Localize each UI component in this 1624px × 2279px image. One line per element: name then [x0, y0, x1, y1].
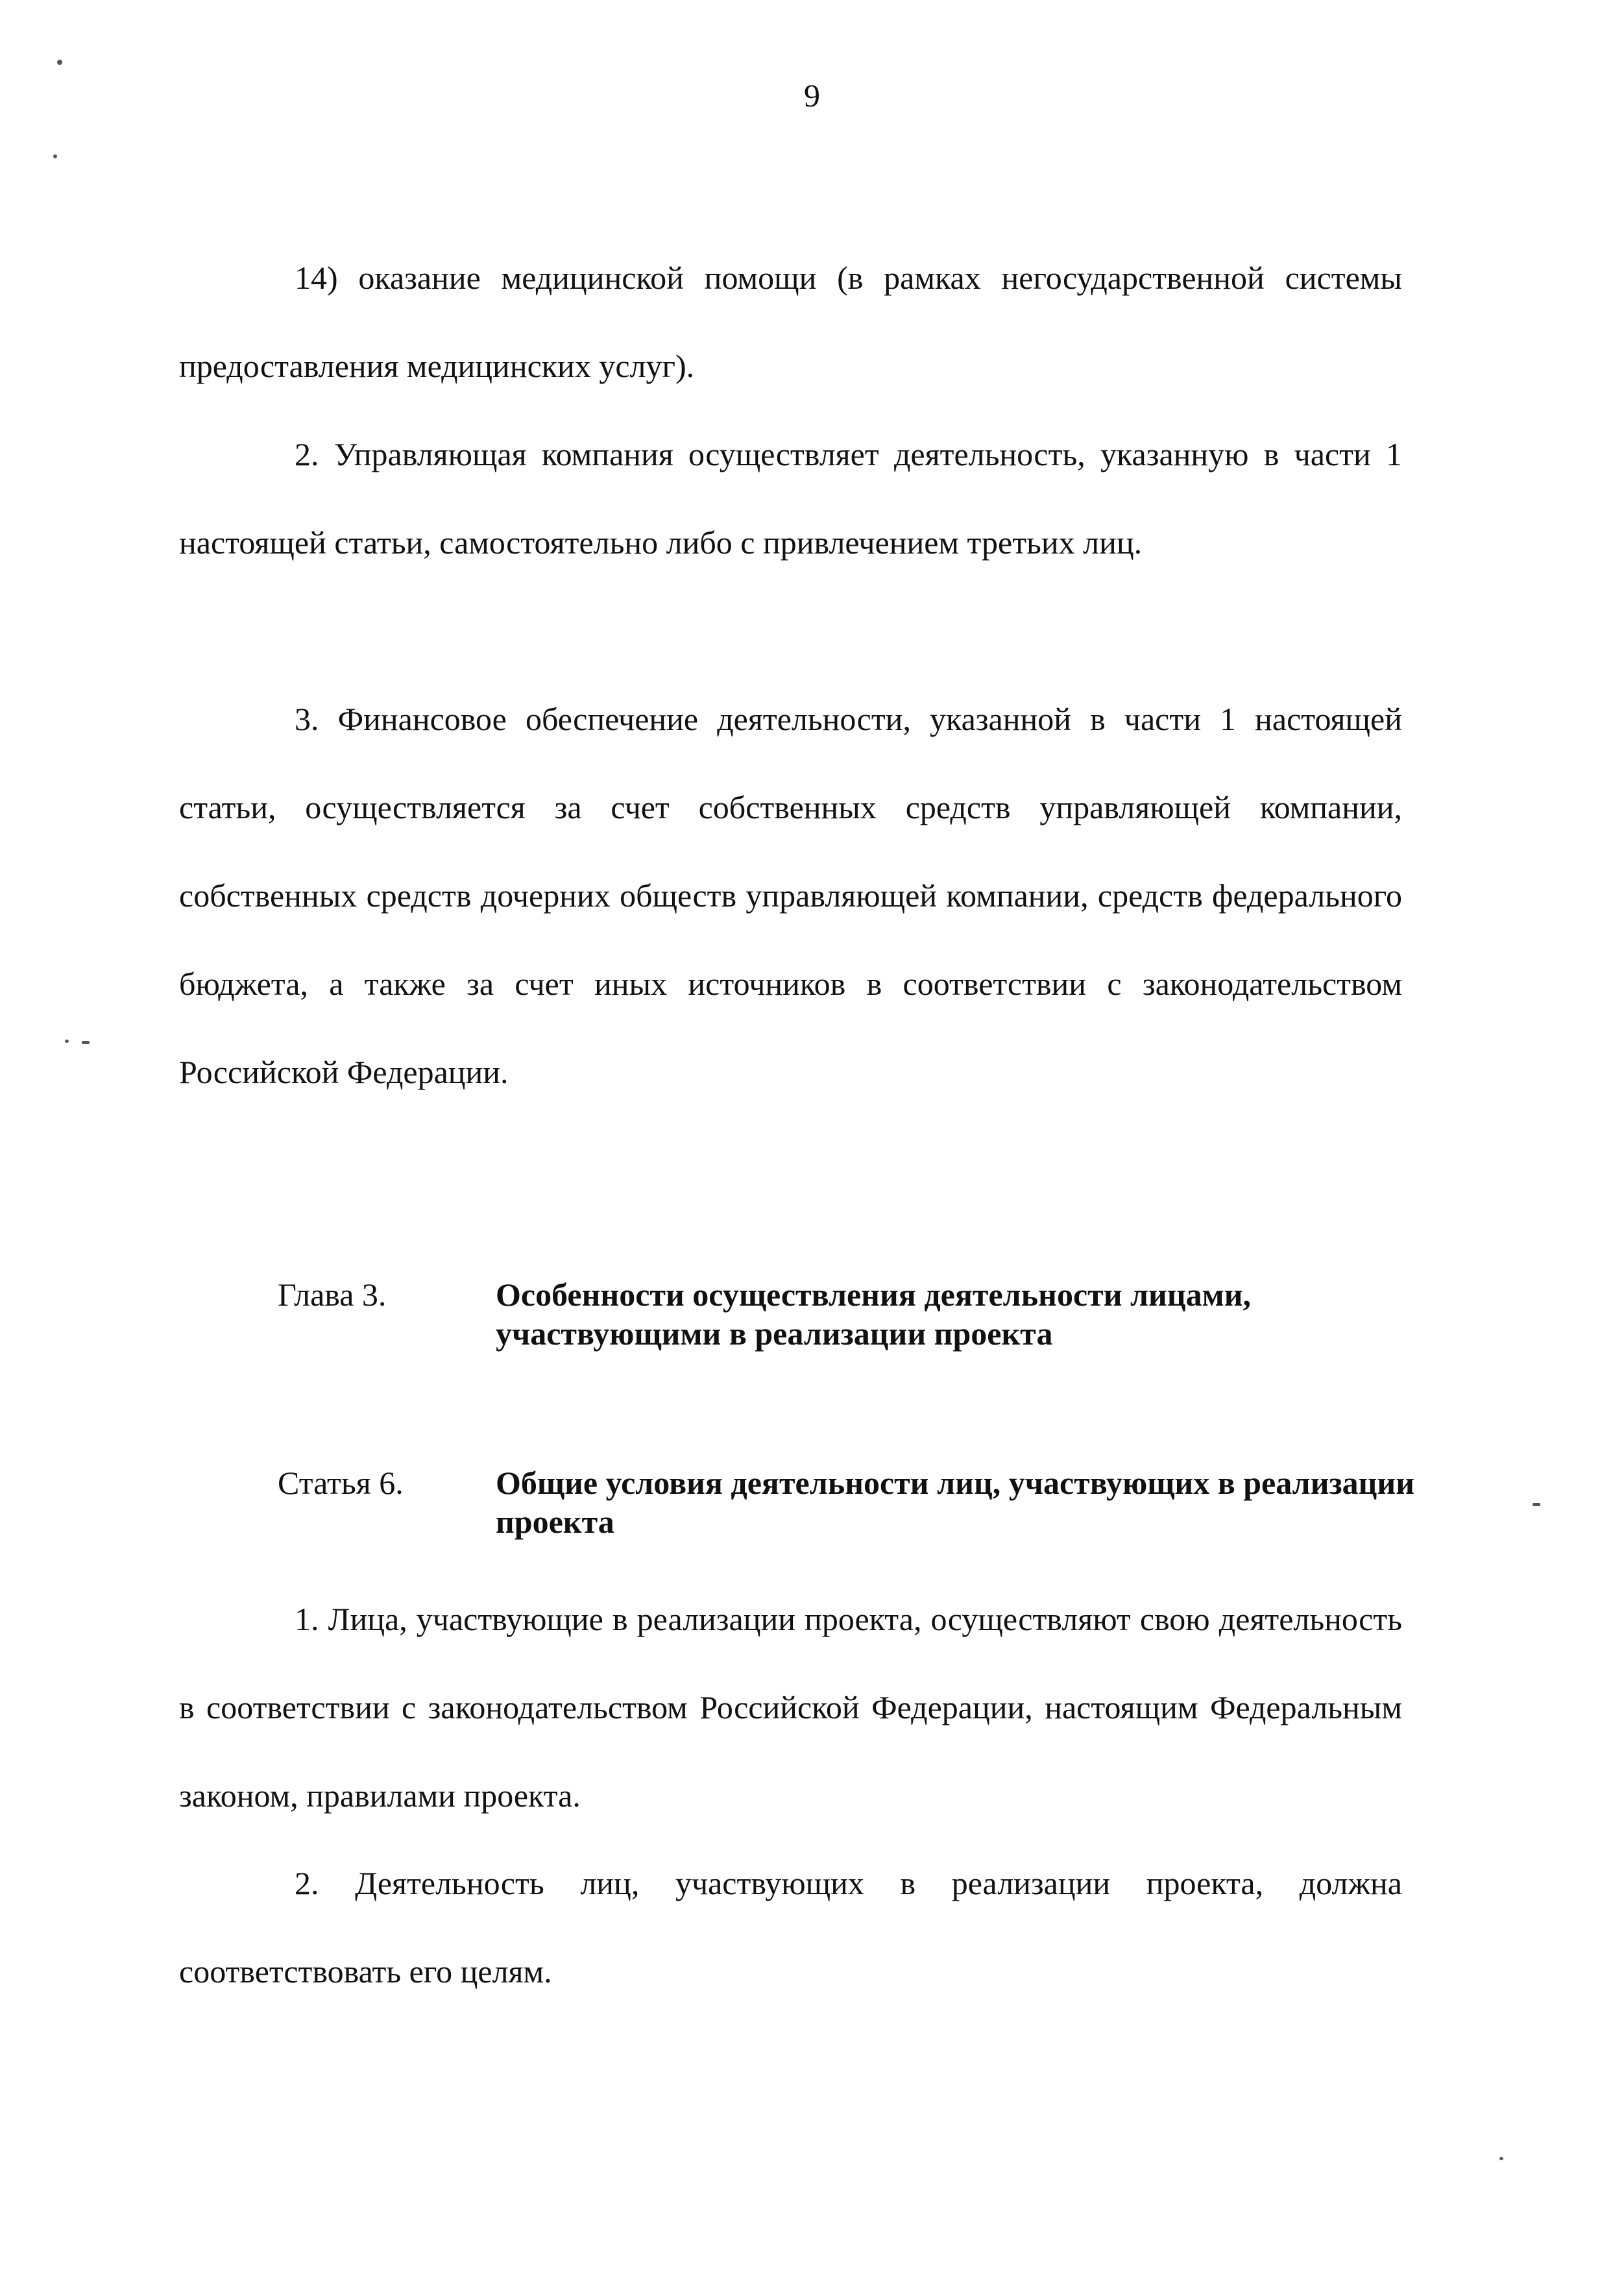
article-paragraph-1: 1. Лица, участвующие в реализации проекта, осуществляют свою деятельность в соответствии с законодательством Российской Федерации, настоящим Федеральным законом, правилами проекта.	[179, 1601, 1402, 1814]
scan-speck	[1533, 1503, 1540, 1506]
paragraph-part-2: 2. Управляющая компания осуществляет деятельность, указанную в части 1 настоящей статьи, самостоятельно либо с привлечением третьих лиц.	[179, 436, 1402, 561]
chapter-title: Особенности осуществления деятельности лицами, участвующими в реализации проекта	[496, 1276, 1252, 1352]
scan-speck	[82, 1041, 90, 1044]
scan-speck	[57, 60, 62, 65]
article-paragraph-2: 2. Деятельность лиц, участвующих в реализации проекта, должна соответствовать его целям.	[179, 1865, 1402, 1990]
scan-speck	[1499, 2157, 1503, 2160]
scan-speck	[65, 1040, 69, 1043]
chapter-label: Глава 3.	[278, 1276, 387, 1313]
article-label: Статья 6.	[278, 1465, 404, 1501]
paragraph-part-3: 3. Финансовое обеспечение деятельности, указанной в части 1 настоящей статьи, осуществляется за счет собственных средств управляющей компании, собственных средств дочерних обществ управляющей компании, средств федерального бюджета, а также за счет иных источников в соответствии с законодательством Российской Федерации.	[179, 701, 1402, 1090]
page-number: 9	[804, 77, 820, 114]
scan-speck	[53, 154, 57, 158]
article-title: Общие условия деятельности лиц, участвующих в реализации проекта	[496, 1465, 1415, 1540]
paragraph-item-14: 14) оказание медицинской помощи (в рамках негосударственной системы предоставления медицинских услуг).	[179, 260, 1402, 384]
